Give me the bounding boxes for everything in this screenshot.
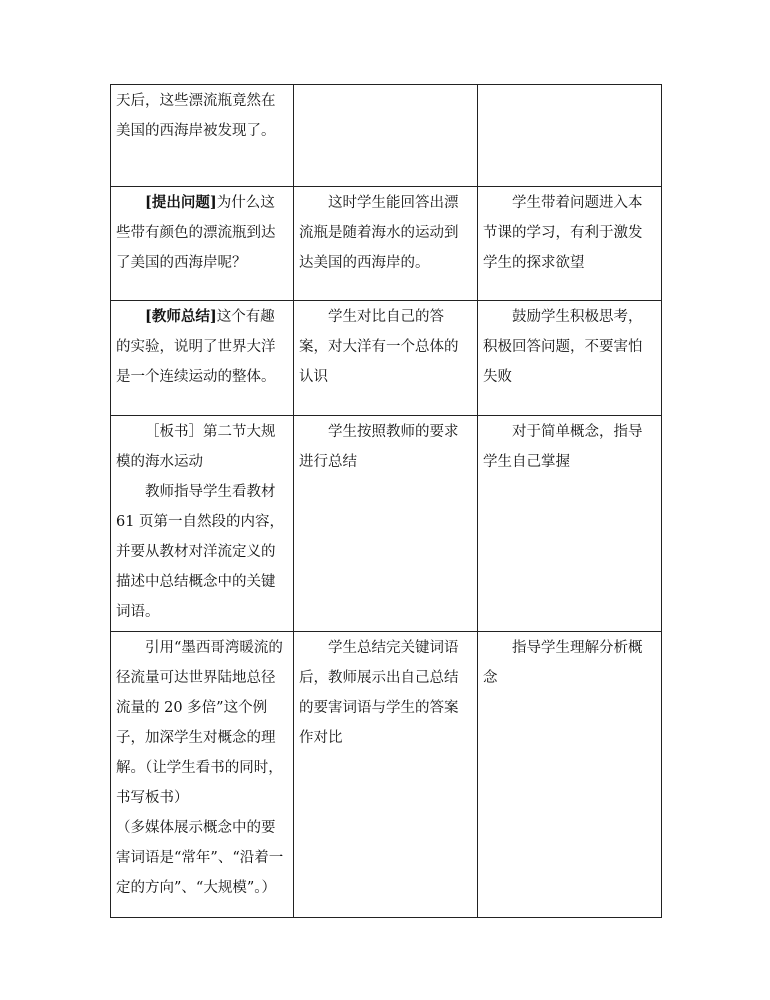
student-activity-cell: 学生总结完关键词语后，教师展示出自己总结的要害词语与学生的答案作对比 [294, 632, 478, 918]
teacher-activity-cell [111, 187, 294, 301]
cell-text: 天后，这些漂流瓶竟然在美国的西海岸被发现了。 [116, 93, 276, 139]
design-intent-cell: 指导学生理解分析概念 [478, 632, 662, 918]
section-tag: [提出问题] [145, 194, 217, 211]
design-intent-cell [478, 85, 662, 187]
cell-text: 这个有趣的实验，说明了世界大洋是一个连续运动的整体。 [116, 309, 276, 385]
table-row [111, 85, 662, 187]
teacher-activity-cell [111, 632, 294, 918]
student-activity-cell [294, 85, 478, 187]
design-intent-cell: 鼓励学生积极思考，积极回答问题，不要害怕失败 [478, 301, 662, 416]
design-intent-cell: 对于简单概念，指导学生自己掌握 [478, 416, 662, 632]
teacher-activity-cell [111, 85, 294, 187]
table-row [111, 632, 662, 918]
teacher-activity-cell [111, 301, 294, 416]
student-activity-cell: 学生对比自己的答案，对大洋有一个总体的认识 [294, 301, 478, 416]
cell-text: （多媒体展示概念中的要害词语是“常年”、“沿着一定的方向”、“大规模”。） [116, 820, 284, 896]
section-tag: [教师总结] [145, 308, 217, 325]
cell-text: 引用“墨西哥湾暖流的径流量可达世界陆地总径流量的 20 多倍”这个例子，加深学生对概念的理解。（让学生看书的同时，书写板书） [116, 640, 283, 806]
lesson-plan-table [110, 84, 662, 918]
teacher-activity-cell [111, 416, 294, 632]
student-activity-cell: 学生按照教师的要求进行总结 [294, 416, 478, 632]
table-row [111, 416, 662, 632]
board-writing: ［板书］第二节大规模的海水运动 [116, 424, 276, 470]
design-intent-cell: 学生带着问题进入本节课的学习，有利于激发学生的探求欲望 [478, 187, 662, 301]
cell-text: 教师指导学生看教材 61 页第一自然段的内容，并要从教材对洋流定义的描述中总结概念中的关键词语。 [116, 484, 285, 620]
table-row [111, 301, 662, 416]
student-activity-cell: 这时学生能回答出漂流瓶是随着海水的运动到达美国的西海岸的。 [294, 187, 478, 301]
cell-text: 为什么这些带有颜色的漂流瓶到达了美国的西海岸呢？ [116, 195, 276, 271]
table-row [111, 187, 662, 301]
